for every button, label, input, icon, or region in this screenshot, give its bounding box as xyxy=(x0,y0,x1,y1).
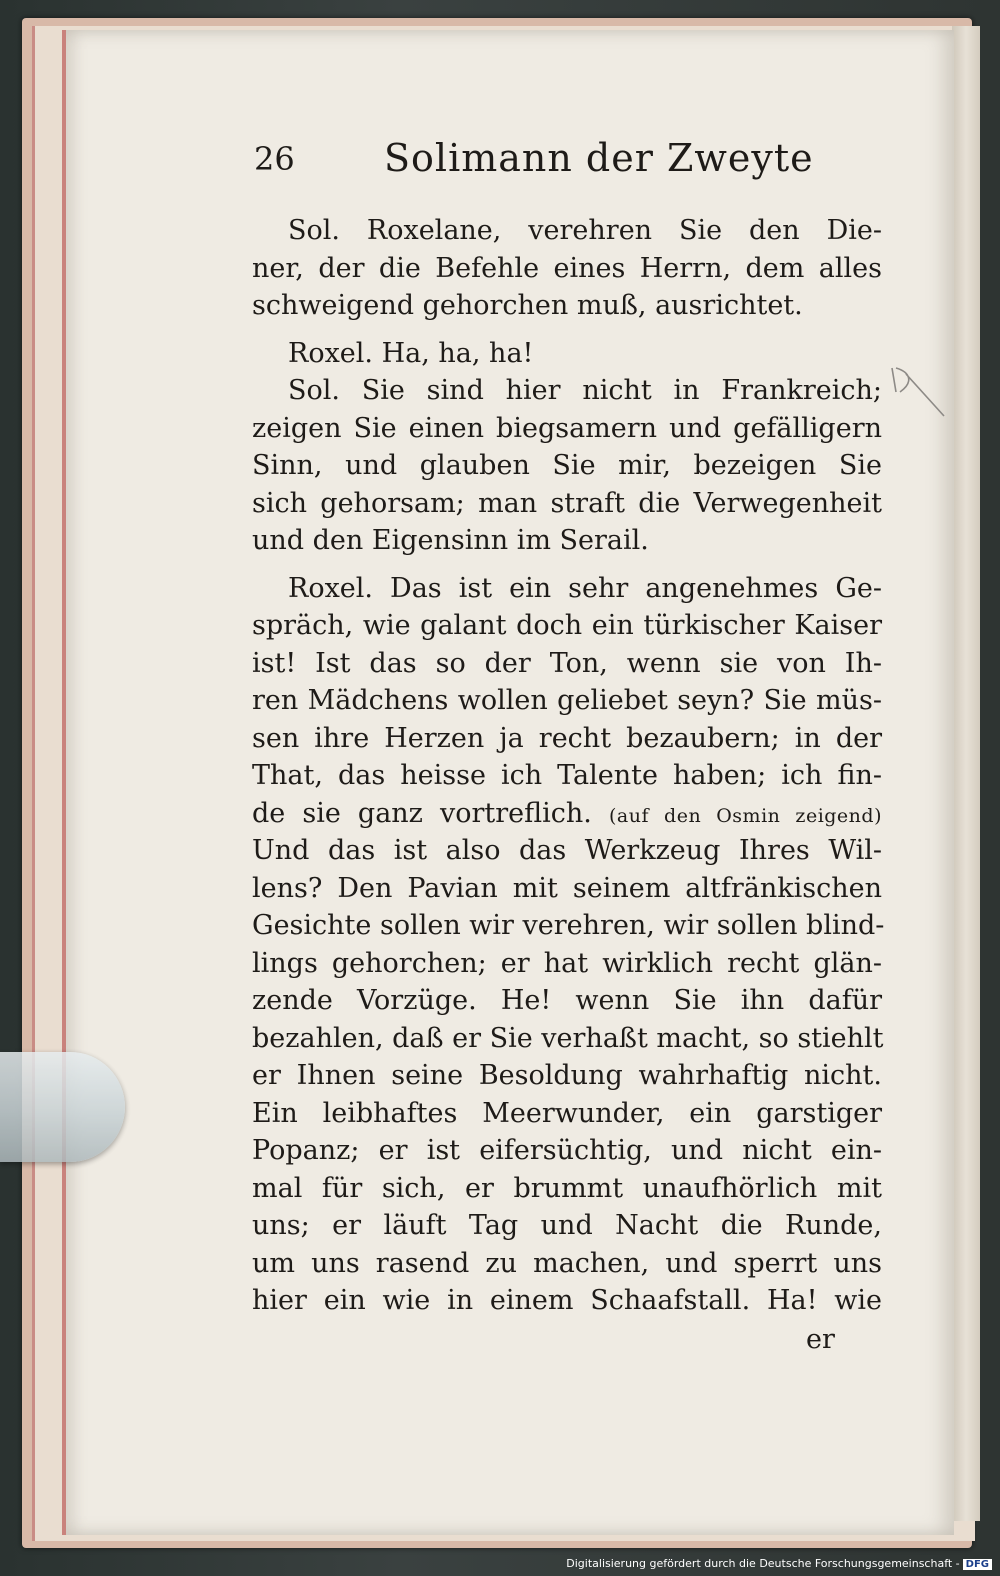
text-line xyxy=(252,447,882,485)
page-number: 26 xyxy=(254,140,295,178)
text-line xyxy=(252,522,882,560)
text-line xyxy=(252,1282,882,1320)
text-line xyxy=(252,795,882,833)
text-line xyxy=(252,1132,882,1170)
text-line xyxy=(252,1170,882,1208)
text-line xyxy=(252,1020,882,1058)
line-text: uns; er läuft Tag und Nacht die Runde, xyxy=(252,1210,882,1241)
text-line xyxy=(252,1245,882,1283)
facing-page-edge xyxy=(952,26,980,1521)
pencil-annotation-mark xyxy=(888,362,948,422)
line-text: Und das ist also das Werkzeug Ihres Wil- xyxy=(252,835,882,866)
text-line xyxy=(252,570,882,608)
line-text: ist! Ist das so der Ton, wenn sie von Ih- xyxy=(252,647,882,679)
line-text: bezahlen, daß er Sie verhaßt macht, so stiehlt xyxy=(252,1022,884,1054)
line-text: de sie ganz vortreflich. xyxy=(252,797,592,829)
line-text: ner, der die Befehle eines Herrn, dem alles xyxy=(252,252,882,284)
text-line xyxy=(252,607,882,645)
line-text: Sol. Roxelane, verehren Sie den Die- xyxy=(288,215,882,246)
text-line xyxy=(252,720,882,758)
text-line xyxy=(252,1095,882,1133)
line-text: ren Mädchens wollen geliebet seyn? Sie müs- xyxy=(252,685,882,716)
line-text: zeigen Sie einen biegsamern und gefälligern xyxy=(252,412,882,444)
line-text: Gesichte sollen wir verehren, wir sollen blind- xyxy=(252,910,885,941)
text-line xyxy=(252,410,882,448)
text-line xyxy=(252,832,882,870)
text-line xyxy=(252,372,882,410)
line-text: schweigend gehorchen muß, ausrichtet. xyxy=(252,290,803,321)
dfg-logo: DFG xyxy=(963,1559,992,1570)
text-line xyxy=(252,250,882,288)
digitization-credit xyxy=(566,1557,992,1570)
line-text: um uns rasend zu machen, und sperrt uns xyxy=(252,1247,882,1279)
text-line xyxy=(252,870,882,908)
text-line xyxy=(252,945,882,983)
line-text: Ein leibhaftes Meerwunder, ein garstiger xyxy=(252,1097,882,1129)
line-text: Popanz; er ist eifersüchtig, und nicht ein- xyxy=(252,1135,882,1166)
text-line xyxy=(252,907,885,945)
line-text: Roxel. Das ist ein sehr angenehmes Ge- xyxy=(288,572,882,604)
catchword: er xyxy=(806,1324,835,1355)
line-text: Sinn, und glauben Sie mir, bezeigen Sie xyxy=(252,450,882,481)
running-title: Solimann der Zweyte xyxy=(384,136,814,180)
line-text: Sol. Sie sind hier nicht in Frankreich; xyxy=(288,375,882,406)
line-text: mal für sich, er brummt unaufhörlich mit xyxy=(252,1172,882,1204)
text-line xyxy=(252,682,882,720)
text-line xyxy=(252,287,882,325)
text-line xyxy=(252,335,882,373)
stage-direction: (auf den Osmin zeigend) xyxy=(608,804,882,827)
text-line xyxy=(252,1057,882,1095)
line-text: hier ein wie in einem Schaafstall. Ha! wie xyxy=(252,1285,882,1316)
page-header xyxy=(254,136,894,190)
text-line xyxy=(252,757,882,795)
line-text: sen ihre Herzen ja recht bezaubern; in der xyxy=(252,722,882,754)
line-text: sich gehorsam; man straft die Verwegenheit xyxy=(252,487,882,519)
body-text xyxy=(252,212,885,1320)
line-text: Roxel. Ha, ha, ha! xyxy=(288,337,534,369)
line-text: und den Eigensinn im Serail. xyxy=(252,525,649,556)
line-text: lens? Den Pavian mit seinem altfränkischen xyxy=(252,872,882,904)
line-text: zende Vorzüge. He! wenn Sie ihn dafür xyxy=(252,985,882,1016)
text-line xyxy=(252,1207,882,1245)
line-text: That, das heisse ich Talente haben; ich fin- xyxy=(252,760,882,791)
credit-text: Digitalisierung gefördert durch die Deutsche Forschungsgemeinschaft - xyxy=(566,1557,960,1570)
line-text: er Ihnen seine Besoldung wahrhaftig nicht. xyxy=(252,1060,882,1091)
text-line xyxy=(252,645,882,683)
line-text: lings gehorchen; er hat wirklich recht glän- xyxy=(252,947,882,979)
text-line xyxy=(252,485,882,523)
line-text: spräch, wie galant doch ein türkischer Kaiser xyxy=(252,610,882,641)
text-line xyxy=(252,212,882,250)
text-line xyxy=(252,982,882,1020)
scanner-clip xyxy=(0,1052,125,1162)
